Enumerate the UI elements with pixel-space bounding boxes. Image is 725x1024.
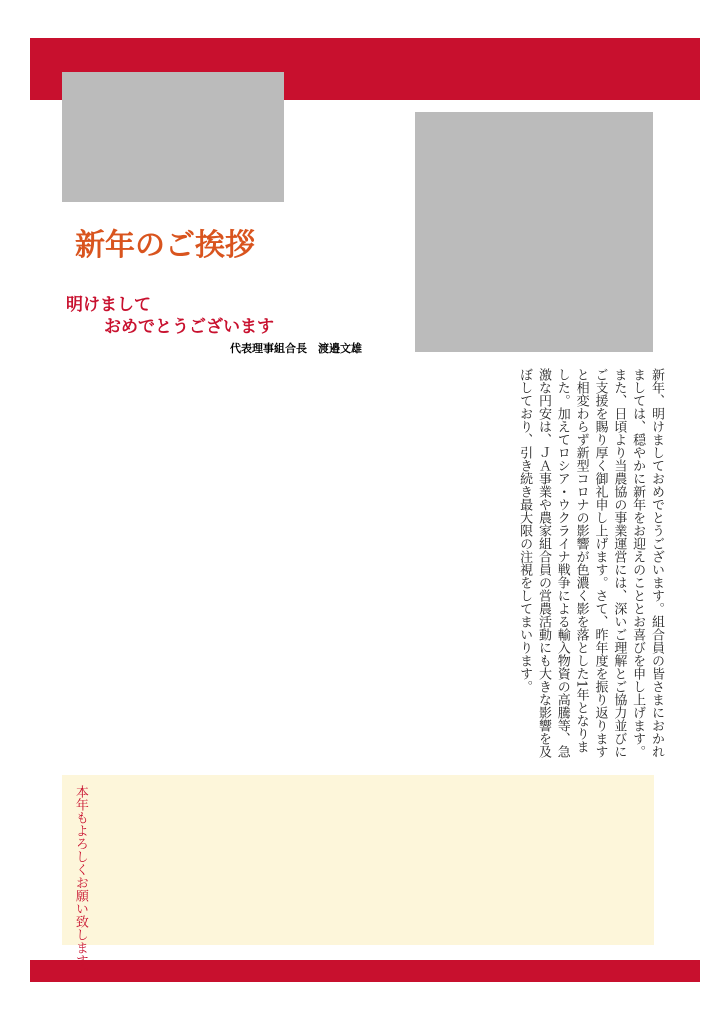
closing: 本年もよろしくお願い致します。 [72, 785, 88, 980]
office-photo [62, 72, 284, 202]
greeting-line1: 明けまして [66, 295, 151, 315]
greeting-line2: おめでとうございます [104, 317, 274, 337]
body-text: 新年、明けましておめでとうございます。組合員の皆さまにおかれましては、穏やかに新年をお迎えのこととお喜びを申し上げます。また、日頃より当農協の事業運営には、深いご理解とご協力並びにご支援を賜り厚く御礼申し上げます。さて、昨年度を振り返りますと相変わらず新型コロナの影響が色濃く影を落とした1年となりました。加えてロシア・ウクライナ戦争による輸入物資の高騰等、急激な円安は、ＪＡ事業や農家組合員の営農活動にも大きな影響を及ぼしており、引き続き最大限の注視をしてまいります。 [517, 368, 664, 758]
portrait-photo [415, 112, 653, 352]
page-title: 新年のご挨拶 [75, 228, 255, 263]
signer: 代表理事組合長 渡邉文雄 [230, 342, 362, 355]
staff-list-box [62, 775, 654, 945]
bottom-red-bar [30, 960, 700, 982]
